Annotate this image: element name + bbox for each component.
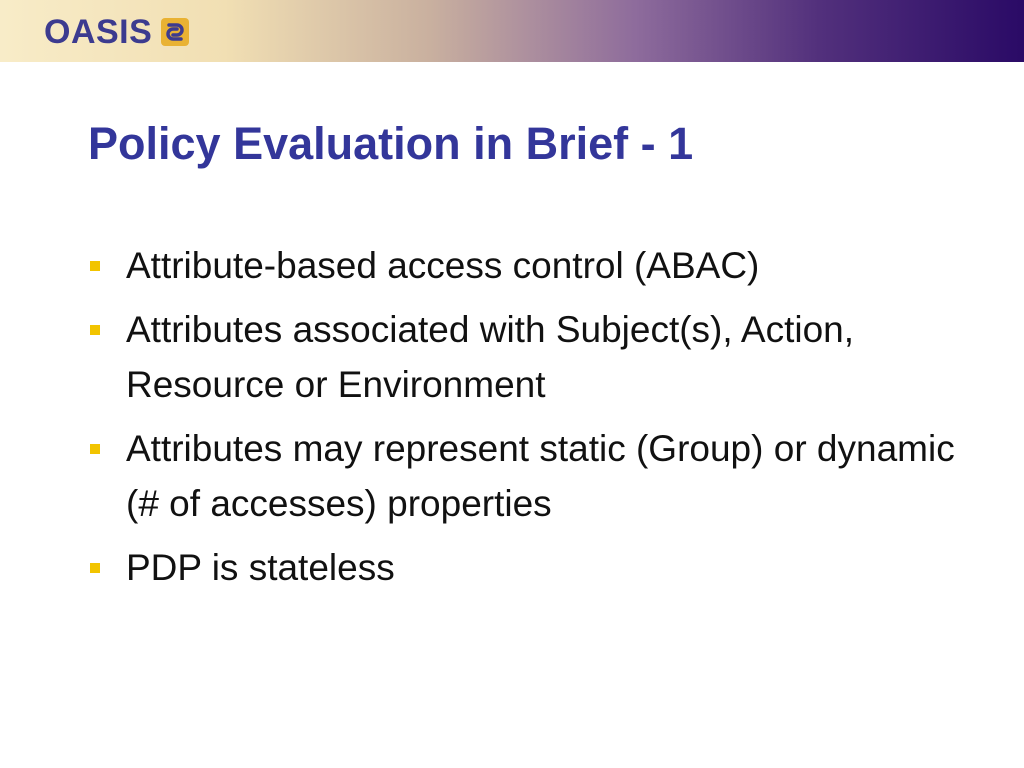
bullet-item: [88, 421, 968, 531]
bullet-list: [88, 238, 968, 604]
square-bullet-icon: [90, 325, 100, 335]
square-bullet-icon: [90, 261, 100, 271]
bullet-text: Attributes may represent static (Group) or dynamic (# of accesses) properties: [126, 428, 955, 524]
square-bullet-icon: [90, 444, 100, 454]
bullet-item: [88, 302, 968, 412]
square-bullet-icon: [90, 563, 100, 573]
bullet-item: [88, 540, 968, 595]
slide-title: Policy Evaluation in Brief - 1: [88, 118, 694, 169]
oasis-logo: [44, 14, 190, 50]
oasis-knot-icon: [160, 17, 190, 47]
header-band: [0, 0, 1024, 62]
bullet-text: Attribute-based access control (ABAC): [126, 245, 760, 286]
bullet-text: Attributes associated with Subject(s), Action, Resource or Environment: [126, 309, 855, 405]
bullet-text: PDP is stateless: [126, 547, 395, 588]
logo-text: OASIS: [44, 13, 153, 51]
bullet-item: [88, 238, 968, 293]
